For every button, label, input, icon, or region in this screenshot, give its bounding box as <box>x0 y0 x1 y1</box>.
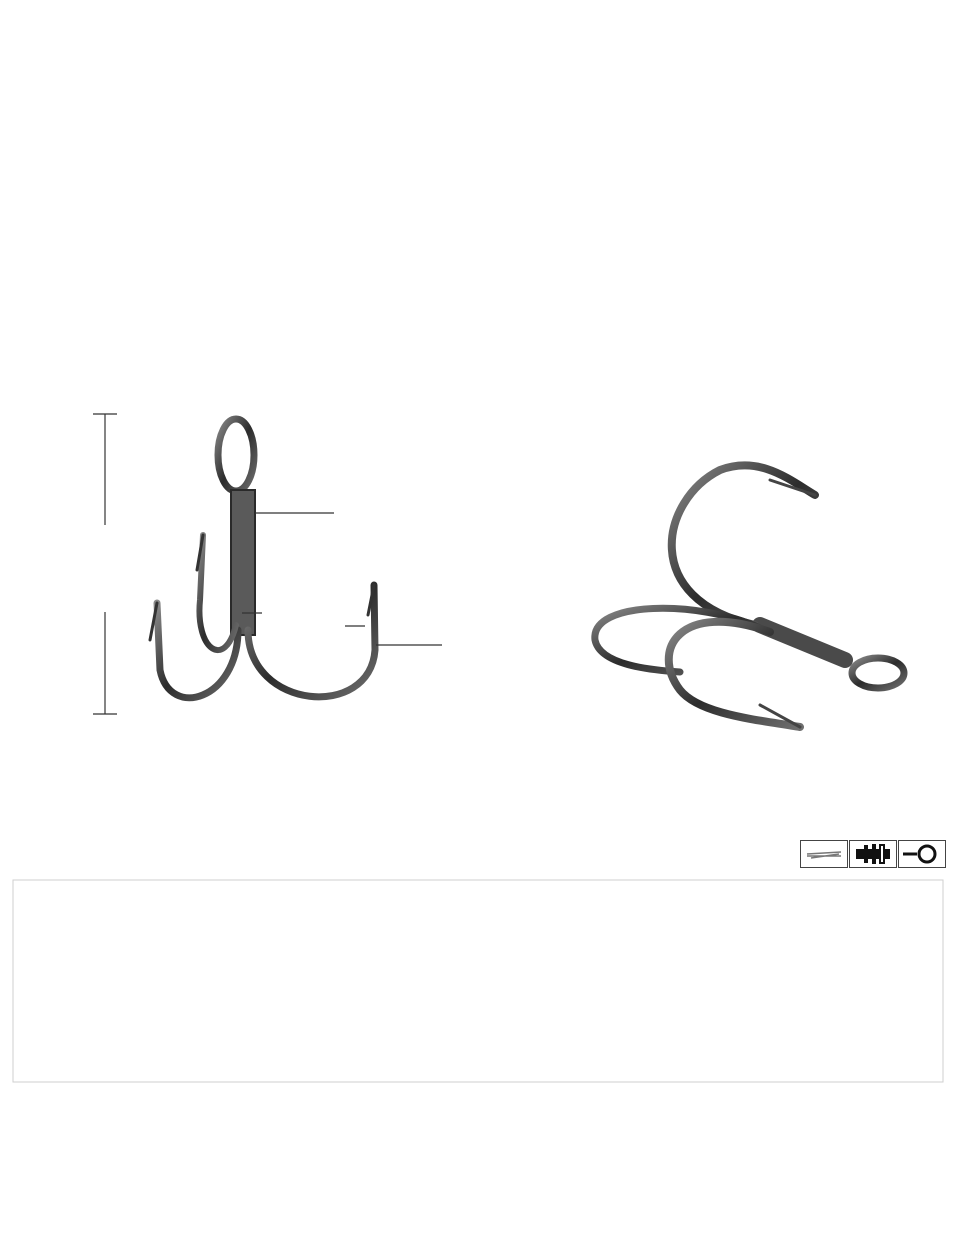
measurement-grid <box>13 880 943 1082</box>
shank-ring-icon <box>849 840 897 868</box>
height-dimension-line <box>93 414 117 714</box>
treble-hook-angled-icon <box>595 465 904 727</box>
treble-hook-front-icon <box>150 419 375 698</box>
sharp-point-icon <box>800 840 848 868</box>
dimension-leaders <box>242 513 442 645</box>
eye-ring-icon <box>898 840 946 868</box>
